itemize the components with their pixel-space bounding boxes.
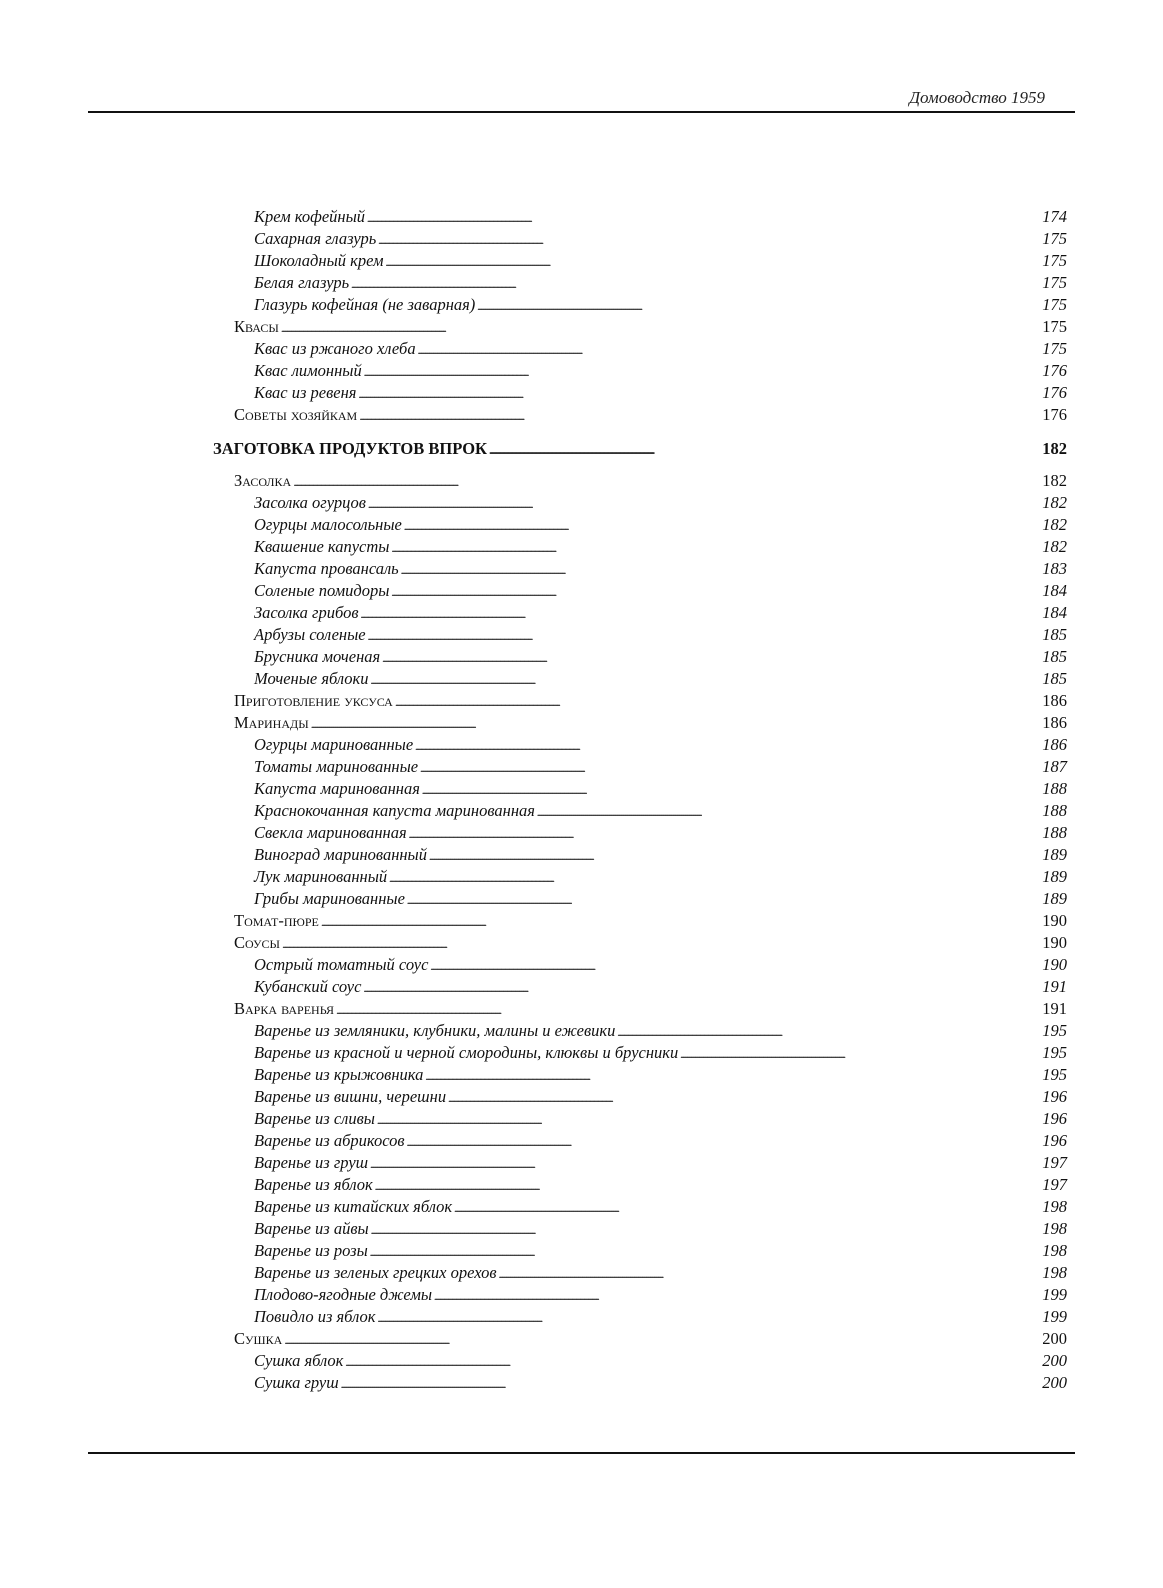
toc-entry-page-number: 197 [1042, 1153, 1067, 1172]
toc-entry [213, 436, 1067, 462]
toc-entry [213, 800, 1067, 822]
toc-group [213, 1020, 1067, 1328]
toc-entry [213, 272, 1067, 294]
dot-leader [430, 954, 1040, 977]
running-header-title: Домоводство 1959 [909, 88, 1045, 107]
toc-entry-title: Огурцы малосольные [254, 515, 402, 534]
table-of-contents [213, 206, 1067, 1394]
toc-entry-title: Повидло из яблок [254, 1307, 376, 1326]
dot-leader [418, 338, 1041, 361]
toc-entry [213, 1284, 1067, 1306]
toc-entry [213, 1306, 1067, 1328]
toc-entry-page-number: 175 [1042, 273, 1067, 292]
toc-entry [213, 646, 1067, 668]
toc-entry-page-number: 175 [1042, 229, 1067, 248]
dot-leader [391, 536, 1040, 559]
toc-entry-title: Квас из ревеня [254, 383, 357, 402]
toc-entry-title: Соусы [234, 933, 280, 952]
toc-entry [213, 866, 1067, 888]
toc-entry-page-number: 183 [1042, 559, 1067, 578]
toc-section-sovety [213, 404, 1067, 426]
dot-leader [377, 1306, 1040, 1329]
toc-entry-page-number: 195 [1042, 1065, 1067, 1084]
dot-leader [420, 756, 1040, 779]
toc-entry-page-number: 198 [1042, 1241, 1067, 1260]
toc-entry-page-number: 198 [1042, 1263, 1067, 1282]
toc-entry-page-number: 195 [1042, 1021, 1067, 1040]
toc-entry [213, 998, 1067, 1020]
toc-section-varka [213, 998, 1067, 1020]
toc-entry-title: Грибы маринованные [254, 889, 405, 908]
toc-entry-title: ЗАГОТОВКА ПРОДУКТОВ ВПРОК [213, 439, 488, 458]
toc-entry-title: Томат-пюре [234, 911, 319, 930]
toc-entry [213, 580, 1067, 602]
toc-entry-page-number: 182 [1042, 493, 1067, 512]
toc-entry-page-number: 190 [1042, 955, 1067, 974]
dot-leader [360, 602, 1040, 625]
toc-entry-page-number: 175 [1042, 295, 1067, 314]
toc-entry-title: Варенье из айвы [254, 1219, 369, 1238]
toc-entry-title: Капуста провансаль [254, 559, 399, 578]
toc-entry-title: Кубанский соус [254, 977, 362, 996]
dot-leader [407, 888, 1040, 911]
toc-entry [213, 558, 1067, 580]
toc-entry [213, 1042, 1067, 1064]
toc-entry-title: Виноград маринованный [254, 845, 427, 864]
toc-entry-title: Варенье из крыжовника [254, 1065, 424, 1084]
toc-entry [213, 976, 1067, 998]
toc-entry [213, 1108, 1067, 1130]
toc-entry-title: Засолка [234, 471, 292, 490]
dot-leader [364, 360, 1041, 383]
toc-entry-page-number: 197 [1042, 1175, 1067, 1194]
toc-entry [213, 1240, 1067, 1262]
toc-entry-page-number: 182 [1042, 537, 1067, 556]
toc-entry-title: Огурцы маринованные [254, 735, 414, 754]
toc-entry-page-number: 191 [1042, 977, 1067, 996]
toc-entry-page-number: 187 [1042, 757, 1067, 776]
toc-entry [213, 1130, 1067, 1152]
toc-entry-title: Соленые помидоры [254, 581, 390, 600]
toc-group [213, 734, 1067, 910]
toc-entry [213, 404, 1067, 426]
dot-leader [375, 1174, 1040, 1197]
dot-leader [281, 316, 1040, 339]
toc-entry [213, 338, 1067, 360]
dot-leader [371, 668, 1041, 691]
toc-entry-title: Острый томатный соус [254, 955, 429, 974]
toc-entry-title: Крем кофейный [254, 207, 366, 226]
toc-entry [213, 1020, 1067, 1042]
dot-leader [477, 294, 1040, 317]
toc-entry-page-number: 185 [1042, 669, 1067, 688]
toc-entry-page-number: 175 [1042, 317, 1067, 336]
toc-entry-title: Варенье из зеленых грецких орехов [254, 1263, 497, 1282]
dot-leader [378, 228, 1040, 251]
toc-entry-page-number: 188 [1042, 823, 1067, 842]
dot-leader [489, 436, 1040, 463]
dot-leader [368, 492, 1040, 515]
dot-leader [395, 690, 1040, 713]
toc-entry [213, 668, 1067, 690]
toc-entry [213, 690, 1067, 712]
toc-entry-page-number: 200 [1042, 1373, 1067, 1392]
toc-entry [213, 1328, 1067, 1350]
toc-section-zasolka [213, 470, 1067, 492]
toc-entry-title: Краснокочанная капуста маринованная [254, 801, 535, 820]
dot-leader [293, 470, 1040, 493]
dot-leader [425, 1064, 1040, 1087]
toc-entry [213, 1196, 1067, 1218]
toc-entry-page-number: 189 [1042, 845, 1067, 864]
toc-entry [213, 1174, 1067, 1196]
toc-entry-page-number: 190 [1042, 911, 1067, 930]
toc-entry [213, 1152, 1067, 1174]
toc-entry [213, 536, 1067, 558]
toc-section-marinady [213, 712, 1067, 734]
dot-leader [336, 998, 1040, 1021]
toc-entry [213, 382, 1067, 404]
toc-entry-title: Квашение капусты [254, 537, 390, 556]
dot-leader [370, 1152, 1040, 1175]
dot-leader [448, 1086, 1040, 1109]
toc-group [213, 338, 1067, 404]
toc-entry-page-number: 195 [1042, 1043, 1067, 1062]
toc-entry-page-number: 184 [1042, 603, 1067, 622]
toc-section-sousy [213, 932, 1067, 954]
toc-entry-title: Глазурь кофейная (не заварная) [254, 295, 476, 314]
toc-entry-page-number: 182 [1042, 471, 1067, 490]
toc-entry-page-number: 176 [1042, 383, 1067, 402]
toc-entry-title: Моченые яблоки [254, 669, 369, 688]
toc-entry-page-number: 198 [1042, 1197, 1067, 1216]
toc-entry-title: Варка варенья [234, 999, 334, 1018]
dot-leader [368, 624, 1041, 647]
dot-leader [358, 382, 1040, 405]
dot-leader [370, 1240, 1040, 1263]
toc-entry-page-number: 196 [1042, 1087, 1067, 1106]
toc-entry-page-number: 191 [1042, 999, 1067, 1018]
dot-leader [345, 1350, 1040, 1373]
toc-entry-title: Сахарная глазурь [254, 229, 377, 248]
toc-entry-page-number: 186 [1042, 691, 1067, 710]
toc-entry [213, 514, 1067, 536]
toc-group [213, 492, 1067, 690]
toc-entry-page-number: 186 [1042, 713, 1067, 732]
dot-leader [422, 778, 1040, 801]
toc-entry-page-number: 182 [1042, 515, 1067, 534]
toc-entry-page-number: 185 [1042, 647, 1067, 666]
toc-entry-page-number: 188 [1042, 779, 1067, 798]
dot-leader [617, 1020, 1040, 1043]
toc-entry [213, 756, 1067, 778]
toc-chapter [213, 436, 1067, 462]
toc-entry [213, 1218, 1067, 1240]
toc-entry-title: Квасы [234, 317, 279, 336]
toc-entry [213, 228, 1067, 250]
header-rule [88, 111, 1075, 113]
dot-leader [429, 844, 1040, 867]
dot-leader [311, 712, 1041, 735]
toc-entry-title: Сушка груш [254, 1373, 339, 1392]
toc-entry-title: Варенье из китайских яблок [254, 1197, 453, 1216]
toc-entry-title: Варенье из земляники, клубники, малины и ежевики [254, 1021, 616, 1040]
dot-leader [499, 1262, 1041, 1285]
dot-leader [321, 910, 1040, 933]
toc-entry-title: Советы хозяйкам [234, 405, 358, 424]
toc-entry [213, 954, 1067, 976]
toc-entry-title: Шоколадный крем [254, 251, 384, 270]
toc-entry-page-number: 176 [1042, 361, 1067, 380]
toc-entry [213, 712, 1067, 734]
toc-entry-title: Квас из ржаного хлеба [254, 339, 416, 358]
toc-entry-page-number: 189 [1042, 867, 1067, 886]
toc-entry-page-number: 200 [1042, 1351, 1067, 1370]
toc-entry-page-number: 175 [1042, 339, 1067, 358]
toc-section-sushka [213, 1328, 1067, 1350]
dot-leader [282, 932, 1040, 955]
dot-leader [680, 1042, 1040, 1065]
dot-leader [537, 800, 1040, 823]
toc-entry-page-number: 185 [1042, 625, 1067, 644]
toc-entry-page-number: 186 [1042, 735, 1067, 754]
dot-leader [351, 272, 1040, 295]
toc-entry [213, 360, 1067, 382]
dot-leader [341, 1372, 1041, 1395]
toc-entry [213, 1372, 1067, 1394]
toc-group [213, 206, 1067, 316]
toc-entry [213, 778, 1067, 800]
dot-leader [363, 976, 1040, 999]
toc-entry [213, 844, 1067, 866]
dot-leader [391, 580, 1040, 603]
toc-entry-page-number: 196 [1042, 1131, 1067, 1150]
toc-entry-title: Квас лимонный [254, 361, 362, 380]
dot-leader [389, 866, 1040, 889]
toc-entry-page-number: 176 [1042, 405, 1067, 424]
dot-leader [415, 734, 1040, 757]
toc-entry-title: Варенье из розы [254, 1241, 368, 1260]
dot-leader [407, 1130, 1041, 1153]
toc-group [213, 954, 1067, 998]
toc-entry-title: Томаты маринованные [254, 757, 419, 776]
dot-leader [404, 514, 1040, 537]
dot-leader [386, 250, 1041, 273]
toc-entry [213, 932, 1067, 954]
toc-entry [213, 1262, 1067, 1284]
toc-entry-title: Капуста маринованная [254, 779, 420, 798]
dot-leader [359, 404, 1040, 427]
toc-entry-page-number: 199 [1042, 1307, 1067, 1326]
toc-entry-title: Засолка грибов [254, 603, 359, 622]
toc-entry-page-number: 190 [1042, 933, 1067, 952]
dot-leader [377, 1108, 1040, 1131]
toc-entry-page-number: 175 [1042, 251, 1067, 270]
toc-entry-title: Варенье из красной и черной смородины, клюквы и брусники [254, 1043, 679, 1062]
toc-entry-title: Свекла маринованная [254, 823, 407, 842]
dot-leader [284, 1328, 1040, 1351]
toc-entry-title: Варенье из вишни, черешни [254, 1087, 447, 1106]
toc-entry [213, 492, 1067, 514]
toc-entry-title: Варенье из абрикосов [254, 1131, 405, 1150]
toc-entry-title: Варенье из сливы [254, 1109, 375, 1128]
toc-entry-page-number: 174 [1042, 207, 1067, 226]
toc-entry-page-number: 200 [1042, 1329, 1067, 1348]
toc-entry [213, 888, 1067, 910]
toc-entry [213, 602, 1067, 624]
dot-leader [371, 1218, 1041, 1241]
toc-entry [213, 822, 1067, 844]
toc-entry-title: Белая глазурь [254, 273, 350, 292]
toc-entry [213, 1350, 1067, 1372]
dot-leader [401, 558, 1041, 581]
toc-entry-page-number: 184 [1042, 581, 1067, 600]
toc-entry [213, 910, 1067, 932]
toc-section-kvasy [213, 316, 1067, 338]
toc-entry-title: Маринады [234, 713, 309, 732]
toc-entry-title: Плодово-ягодные джемы [254, 1285, 433, 1304]
dot-leader [434, 1284, 1040, 1307]
toc-entry-title: Варенье из яблок [254, 1175, 373, 1194]
toc-entry-title: Арбузы соленые [254, 625, 366, 644]
toc-entry [213, 294, 1067, 316]
toc-entry [213, 1064, 1067, 1086]
toc-entry-title: Сушка яблок [254, 1351, 344, 1370]
dot-leader [382, 646, 1040, 669]
toc-entry [213, 470, 1067, 492]
toc-entry-title: Приготовление уксуса [234, 691, 393, 710]
toc-entry-title: Брусника моченая [254, 647, 381, 666]
toc-entry-title: Засолка огурцов [254, 493, 366, 512]
toc-section-tomat [213, 910, 1067, 932]
dot-leader [454, 1196, 1040, 1219]
toc-entry [213, 250, 1067, 272]
toc-entry [213, 206, 1067, 228]
toc-section-uksus [213, 690, 1067, 712]
toc-entry-title: Варенье из груш [254, 1153, 369, 1172]
dot-leader [367, 206, 1040, 229]
toc-entry-page-number: 189 [1042, 889, 1067, 908]
toc-group [213, 1350, 1067, 1394]
toc-entry-page-number: 182 [1042, 439, 1067, 458]
toc-entry-title: Сушка [234, 1329, 283, 1348]
toc-entry-page-number: 199 [1042, 1285, 1067, 1304]
toc-entry-page-number: 198 [1042, 1219, 1067, 1238]
toc-entry [213, 1086, 1067, 1108]
toc-entry-page-number: 188 [1042, 801, 1067, 820]
toc-entry [213, 734, 1067, 756]
dot-leader [409, 822, 1041, 845]
toc-entry [213, 624, 1067, 646]
toc-entry [213, 316, 1067, 338]
toc-entry-page-number: 196 [1042, 1109, 1067, 1128]
footer-rule [88, 1452, 1075, 1454]
toc-entry-title: Лук маринованный [254, 867, 388, 886]
